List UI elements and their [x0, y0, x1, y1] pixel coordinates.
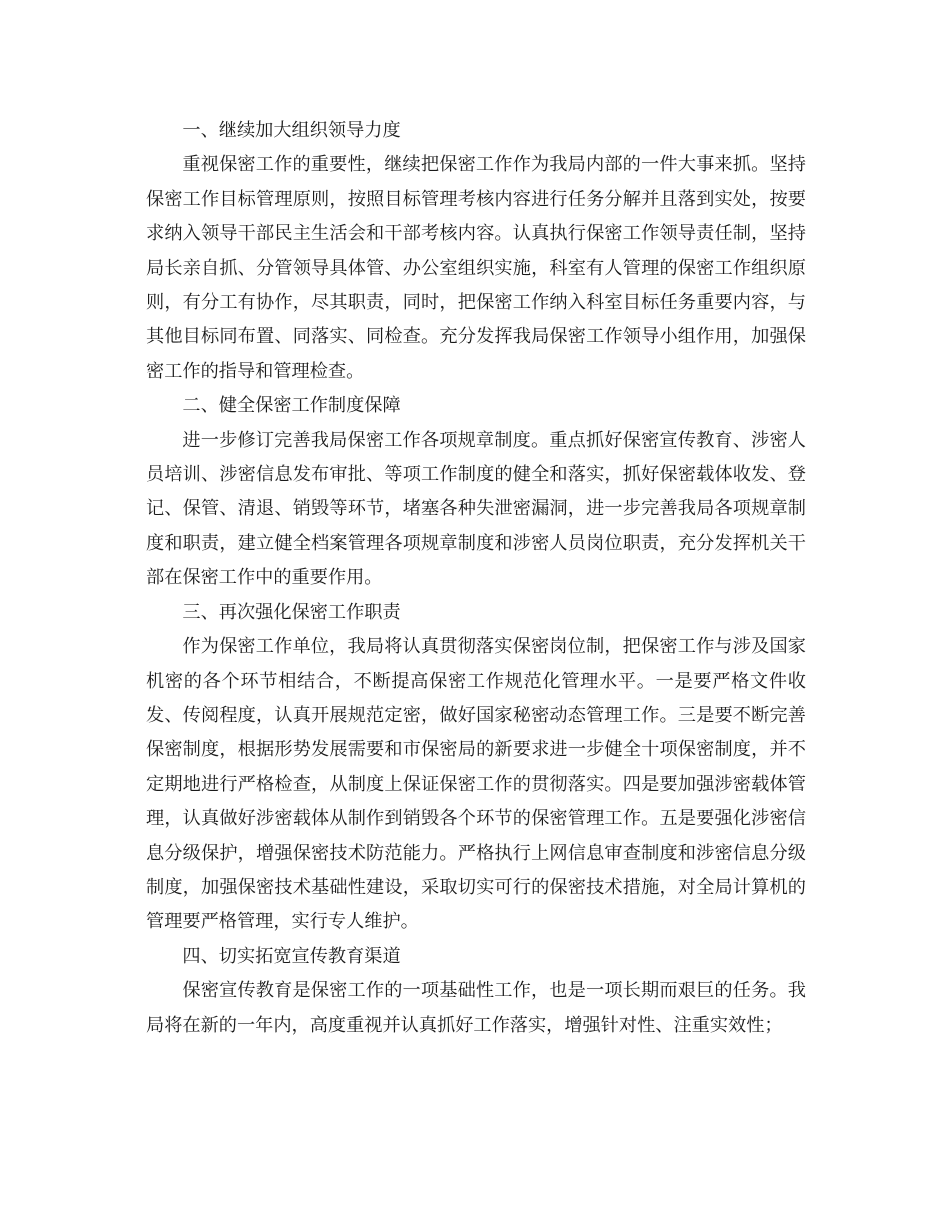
section-paragraph-2: 进一步修订完善我局保密工作各项规章制度。重点抓好保密宣传教育、涉密人员培训、涉密信息发布审批、等项工作制度的健全和落实，抓好保密载体收发、登记、保管、清退、销毁等环节，堵塞各种失泄密漏洞，进一步完善我局各项规章制度和职责，建立健全档案管理各项规章制度和涉密人员岗位职责，充分发挥机关干部在保密工作中的重要作用。	[146, 429, 806, 589]
section-paragraph-4: 保密宣传教育是保密工作的一项基础性工作，也是一项长期而艰巨的任务。我局将在新的一年内，高度重视并认真抓好工作落实，增强针对性、注重实效性；	[146, 980, 806, 1036]
section-heading-4: 四、切实拓宽宣传教育渠道	[182, 945, 401, 967]
section-paragraph-3: 作为保密工作单位，我局将认真贯彻落实保密岗位制，把保密工作与涉及国家机密的各个环节相结合，不断提高保密工作规范化管理水平。一是要严格文件收发、传阅程度，认真开展规范定密，做好国家秘密动态管理工作。三是要不断完善保密制度，根据形势发展需要和市保密局的新要求进一步健全十项保密制度，并不定期地进行严格检查，从制度上保证保密工作的贯彻落实。四是要加强涉密载体管理，认真做好涉密载体从制作到销毁各个环节的保密管理工作。五是要强化涉密信息分级保护，增强保密技术防范能力。严格执行上网信息审查制度和涉密信息分级制度，加强保密技术基础性建设，采取切实可行的保密技术措施，对全局计算机的管理要严格管理，实行专人维护。	[146, 636, 806, 933]
section-paragraph-1: 重视保密工作的重要性，继续把保密工作作为我局内部的一件大事来抓。坚持保密工作目标管理原则，按照目标管理考核内容进行任务分解并且落到实处，按要求纳入领导干部民主生活会和干部考核内容。认真执行保密工作领导责任制，坚持局长亲自抓、分管领导具体管、办公室组织实施，科室有人管理的保密工作组织原则，有分工有协作，尽其职责，同时，把保密工作纳入科室目标任务重要内容，与其他目标同布置、同落实、同检查。充分发挥我局保密工作领导小组作用，加强保密工作的指导和管理检查。	[146, 154, 806, 382]
section-heading-2: 二、健全保密工作制度保障	[182, 395, 401, 417]
section-heading-3: 三、再次强化保密工作职责	[182, 601, 401, 623]
section-heading-1: 一、继续加大组织领导力度	[182, 120, 401, 141]
document-body	[146, 114, 806, 1043]
